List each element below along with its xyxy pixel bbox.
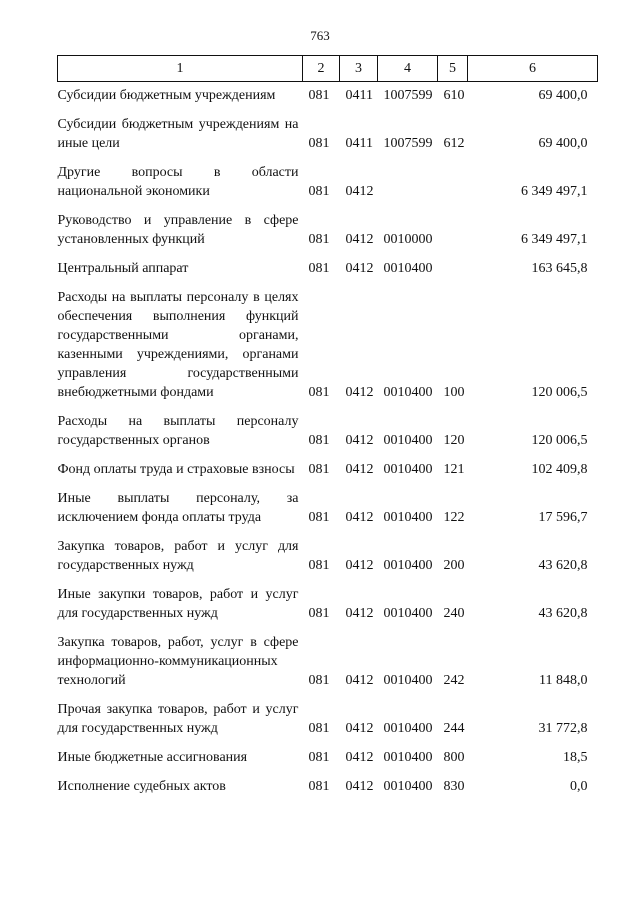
- row-expense-type: [438, 159, 468, 207]
- row-expense-type: [438, 255, 468, 284]
- row-expense-type: [438, 207, 468, 255]
- row-name: Расходы на выплаты персоналу государственных органов: [57, 414, 299, 448]
- row-admin-code: 081: [308, 232, 330, 247]
- table-row: [58, 696, 598, 744]
- row-amount: 31 772,8: [538, 721, 588, 736]
- row-admin-code: 081: [308, 184, 330, 199]
- row-admin-code: 081: [308, 779, 330, 794]
- row-name: Субсидии бюджетным учреждениям на иные цели: [57, 117, 299, 151]
- row-name: Центральный аппарат: [57, 261, 189, 276]
- row-name: Закупка товаров, работ, услуг в сфере информационно-коммуникационных технологий: [57, 635, 299, 688]
- header-col-4: 4: [378, 56, 438, 82]
- row-amount: 163 645,8: [531, 261, 588, 276]
- row-section-code: 0412: [345, 385, 374, 400]
- row-admin-code: 081: [308, 88, 330, 103]
- header-col-1: 1: [58, 56, 303, 82]
- row-expense-type: 610: [443, 88, 465, 103]
- row-target-code: 0010400: [383, 261, 433, 276]
- row-target-code: 0010400: [383, 510, 433, 525]
- row-target-code: 0010400: [383, 385, 433, 400]
- row-amount: 11 848,0: [539, 673, 588, 688]
- row-section-code: 0412: [345, 779, 374, 794]
- row-section-code: 0412: [345, 232, 374, 247]
- row-admin-code: 081: [308, 462, 330, 477]
- row-expense-type: 240: [443, 606, 465, 621]
- row-admin-code: 081: [308, 606, 330, 621]
- row-target-code: 0010400: [383, 606, 433, 621]
- row-target-code: 0010400: [383, 750, 433, 765]
- row-amount: 120 006,5: [531, 433, 588, 448]
- row-admin-code: 081: [308, 558, 330, 573]
- table-row: [58, 485, 598, 533]
- row-amount: 17 596,7: [538, 510, 588, 525]
- row-section-code: 0412: [345, 433, 374, 448]
- row-name: Иные закупки товаров, работ и услуг для государственных нужд: [57, 587, 299, 621]
- row-expense-type: 100: [443, 385, 465, 400]
- row-admin-code: 081: [308, 510, 330, 525]
- row-target-code: 0010400: [383, 433, 433, 448]
- row-target-code: 1007599: [383, 88, 433, 103]
- row-amount: 43 620,8: [538, 606, 588, 621]
- row-amount: 6 349 497,1: [521, 232, 588, 247]
- row-target-code: 0010400: [383, 721, 433, 736]
- row-admin-code: 081: [308, 385, 330, 400]
- table-row: [58, 629, 598, 696]
- row-section-code: 0412: [345, 721, 374, 736]
- row-name: Прочая закупка товаров, работ и услуг для государственных нужд: [57, 702, 299, 736]
- row-section-code: 0412: [345, 261, 374, 276]
- row-section-code: 0412: [345, 750, 374, 765]
- row-target-code: 0010400: [383, 558, 433, 573]
- row-target-code: 0010000: [383, 232, 433, 247]
- header-col-6: 6: [468, 56, 598, 82]
- table-row: [58, 408, 598, 456]
- row-name: Закупка товаров, работ и услуг для государственных нужд: [57, 539, 299, 573]
- row-name: Другие вопросы в области национальной экономики: [57, 165, 299, 199]
- row-name: Иные выплаты персоналу, за исключением фонда оплаты труда: [57, 491, 299, 525]
- row-name: Расходы на выплаты персоналу в целях обеспечения выполнения функций государственными органами, казенными учреждениями, органами управления государственными внебюджетными фондами: [57, 290, 299, 400]
- table-row: [58, 533, 598, 581]
- row-name: Субсидии бюджетным учреждениям: [57, 88, 276, 103]
- table-row: [58, 456, 598, 485]
- table-row: [58, 159, 598, 207]
- row-section-code: 0411: [345, 136, 373, 151]
- row-expense-type: 122: [443, 510, 465, 525]
- row-amount: 120 006,5: [531, 385, 588, 400]
- table-header-row: [58, 56, 598, 82]
- row-expense-type: 242: [443, 673, 465, 688]
- row-admin-code: 081: [308, 721, 330, 736]
- row-target-code: 0010400: [383, 673, 433, 688]
- table-row: [58, 581, 598, 629]
- row-expense-type: 244: [443, 721, 465, 736]
- budget-table: [57, 55, 598, 802]
- header-col-2: 2: [303, 56, 340, 82]
- row-section-code: 0412: [345, 606, 374, 621]
- row-target-code: 0010400: [383, 779, 433, 794]
- table-row: [58, 284, 598, 408]
- row-expense-type: 120: [443, 433, 465, 448]
- row-expense-type: 800: [443, 750, 465, 765]
- table-row: [58, 255, 598, 284]
- row-amount: 102 409,8: [531, 462, 588, 477]
- row-name: Исполнение судебных актов: [57, 779, 226, 794]
- row-section-code: 0412: [345, 184, 374, 199]
- row-admin-code: 081: [308, 433, 330, 448]
- row-section-code: 0411: [345, 88, 373, 103]
- row-section-code: 0412: [345, 510, 374, 525]
- row-section-code: 0412: [345, 673, 374, 688]
- header-col-5: 5: [438, 56, 468, 82]
- row-amount: 43 620,8: [538, 558, 588, 573]
- row-admin-code: 081: [308, 261, 330, 276]
- table-row: [58, 207, 598, 255]
- row-expense-type: 612: [443, 136, 465, 151]
- row-target-code: 0010400: [383, 462, 433, 477]
- row-expense-type: 121: [443, 462, 465, 477]
- row-name: Руководство и управление в сфере установленных функций: [57, 213, 299, 247]
- row-amount: 18,5: [563, 750, 588, 765]
- row-amount: 0,0: [570, 779, 588, 794]
- row-target-code: [378, 159, 438, 207]
- row-amount: 69 400,0: [538, 136, 588, 151]
- table-row: [58, 773, 598, 802]
- row-amount: 6 349 497,1: [521, 184, 588, 199]
- row-expense-type: 200: [443, 558, 465, 573]
- header-col-3: 3: [340, 56, 378, 82]
- table-row: [58, 111, 598, 159]
- table-row: [58, 744, 598, 773]
- row-name: Фонд оплаты труда и страховые взносы: [57, 462, 295, 477]
- row-section-code: 0412: [345, 462, 374, 477]
- table-row: [58, 82, 598, 112]
- row-name: Иные бюджетные ассигнования: [57, 750, 248, 765]
- row-expense-type: 830: [443, 779, 465, 794]
- row-amount: 69 400,0: [538, 88, 588, 103]
- row-admin-code: 081: [308, 673, 330, 688]
- row-admin-code: 081: [308, 750, 330, 765]
- row-admin-code: 081: [308, 136, 330, 151]
- row-target-code: 1007599: [383, 136, 433, 151]
- page-number: 763: [310, 28, 330, 43]
- row-section-code: 0412: [345, 558, 374, 573]
